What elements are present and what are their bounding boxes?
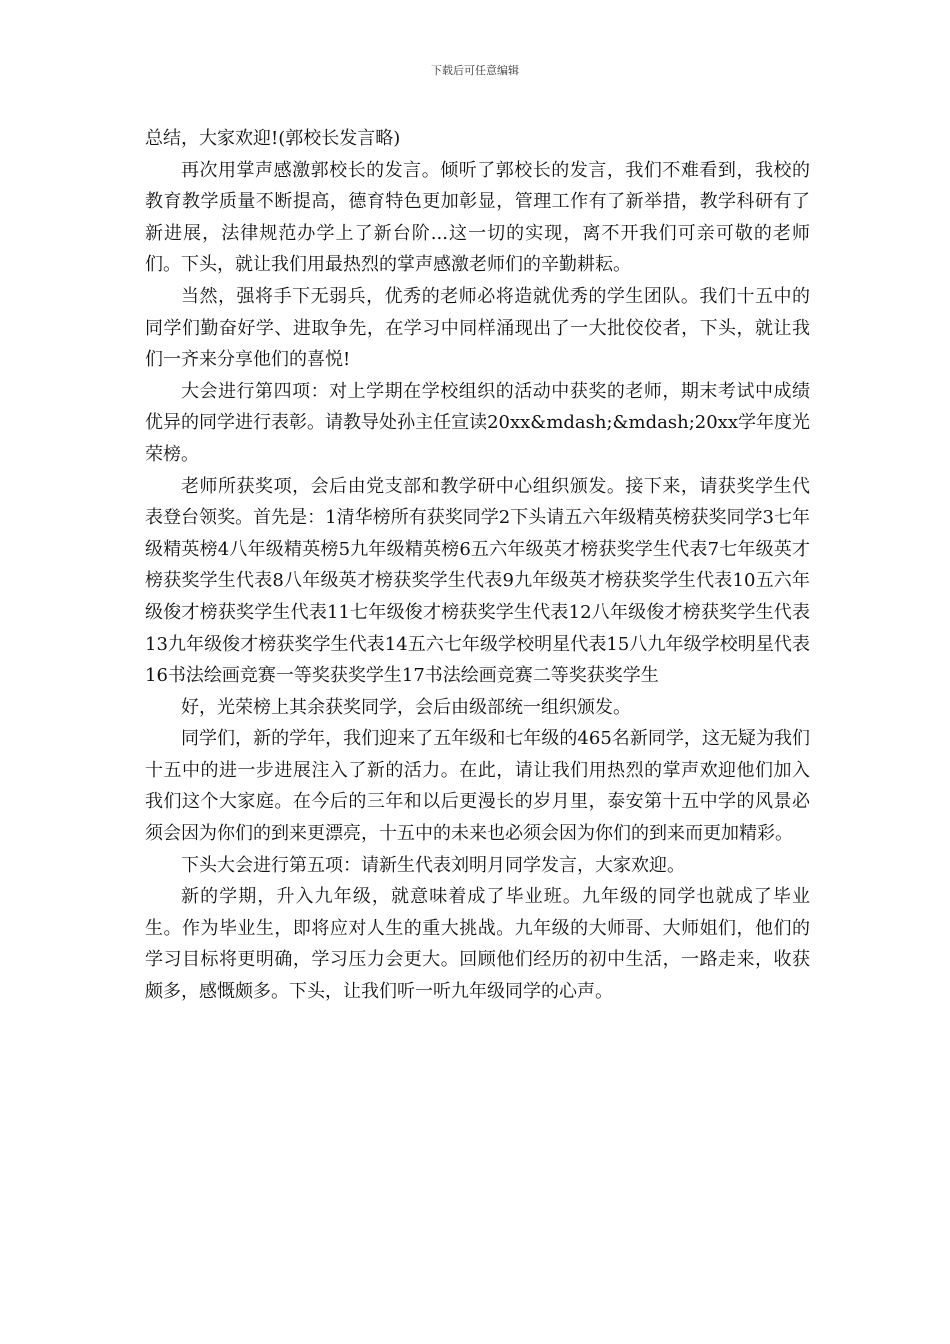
paragraph-item-five: 下头大会进行第五项：请新生代表刘明月同学发言，大家欢迎。 bbox=[181, 854, 685, 876]
paragraph-new-students: 同学们，新的学年，我们迎来了五年级和七年级的465名新同学，这无疑为我们十五中的进一步进展注入了新的活力。在此，请让我们用热烈的掌声欢迎他们加入我们这个大家庭。在今后的三年和以后更漫长的岁月里，泰安第十五中学的风景必须会因为你们的到来更漂亮，十五中的未来也必须会因为你们的到来而更加精彩。 bbox=[145, 728, 810, 845]
document-body bbox=[145, 123, 810, 1008]
paragraph-excellent-students: 当然，强将手下无弱兵，优秀的老师必将造就优秀的学生团队。我们十五中的同学们勤奋好学、进取争先，在学习中同样涌现出了一大批佼佼者，下头，就让我们一齐来分享他们的喜悦! bbox=[145, 285, 810, 371]
paragraph-award-list: 老师所获奖项，会后由党支部和教学研中心组织颁发。接下来，请获奖学生代表登台领奖。首先是：1清华榜所有获奖同学2下头请五六年级精英榜获奖同学3七年级精英榜4八年级精英榜5九年级精英榜6五六年级英才榜获奖学生代表7七年级英才榜获奖学生代表8八年级英才榜获奖学生代表9九年级英才榜获奖学生代表10五六年级俊才榜获奖学生代表11七年级俊才榜获奖学生代表12八年级俊才榜获奖学生代表13九年级俊才榜获奖学生代表14五六七年级学校明星代表15八九年级学校明星代表16书法绘画竞赛一等奖获奖学生17书法绘画竞赛二等奖获奖学生 bbox=[145, 475, 810, 687]
paragraph-item-four: 大会进行第四项：对上学期在学校组织的活动中获奖的老师，期末考试中成绩优异的同学进行表彰。请教导处孙主任宣读20xx&mdash;&mdash;20xx学年度光荣榜。 bbox=[145, 380, 810, 465]
paragraph-thanks-principal: 再次用掌声感激郭校长的发言。倾听了郭校长的发言，我们不难看到，我校的教育教学质量不断提高，德育特色更加彰显，管理工作有了新举措，教学科研有了新进展，法律规范办学上了新台阶...这一切的实现，离不开我们可亲可敬的老师们。下头，就让我们用最热烈的掌声感激老师们的辛勤耕耘。 bbox=[145, 159, 810, 276]
paragraph-continuation: 总结，大家欢迎!(郭校长发言略) bbox=[145, 128, 401, 149]
paragraph-graduating-class: 新的学期，升入九年级，就意味着成了毕业班。九年级的同学也就成了毕业生。作为毕业生，即将应对人生的重大挑战。九年级的大师哥、大师姐们，他们的学习目标将更明确，学习压力会更大。回顾他们经历的初中生活，一路走来，收获颇多，感慨颇多。下头，让我们听一听九年级同学的心声。 bbox=[145, 886, 810, 1003]
page-header-note: 下载后可任意编辑 bbox=[431, 64, 519, 77]
paragraph-remaining-awards: 好，光荣榜上其余获奖同学，会后由级部统一组织颁发。 bbox=[181, 696, 631, 718]
